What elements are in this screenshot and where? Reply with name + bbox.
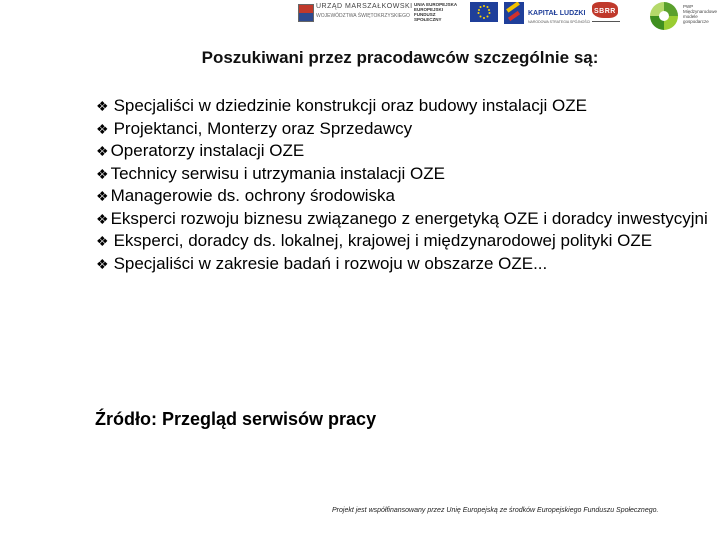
- list-item: [96, 163, 716, 186]
- kapital-ludzki-icon: [504, 2, 524, 24]
- page-title: Poszukiwani przez pracodawców szczególnie są:: [201, 48, 599, 67]
- logo-strip: [290, 0, 720, 34]
- kapital-ludzki-sub: NARODOWA STRATEGIA SPÓJNOŚCI: [528, 20, 591, 24]
- pwp-logo: [650, 2, 718, 36]
- kapital-ludzki-logo: [504, 2, 591, 32]
- list-item: [96, 230, 716, 253]
- diamond-bullet-icon: ❖: [96, 143, 109, 159]
- kapital-ludzki-name: KAPITAŁ LUDZKI: [528, 10, 586, 17]
- marshal-logo-line1: URZĄD MARSZAŁKOWSKI: [316, 3, 413, 10]
- diamond-bullet-icon: ❖: [96, 98, 109, 114]
- list-item-text: Projektanci, Monterzy oraz Sprzedawcy: [113, 118, 413, 138]
- coat-of-arms-icon: [298, 4, 314, 22]
- list-item: [96, 185, 716, 208]
- sbrr-logo-text: SBRR: [594, 8, 616, 15]
- list-item-text: Managerowie ds. ochrony środowiska: [110, 186, 395, 205]
- source-note: Źródło: Przegląd serwisów pracy: [95, 409, 377, 429]
- diamond-bullet-icon: ❖: [96, 188, 109, 204]
- marshal-logo-line2: WOJEWÓDZTWA ŚWIĘTOKRZYSKIEGO: [316, 13, 410, 19]
- list-item: [96, 140, 716, 163]
- list-item-text: Eksperci rozwoju biznesu związanego z energetyką OZE i doradcy inwestycyjni: [110, 208, 708, 228]
- list-item-text: Technicy serwisu i utrzymania instalacji OZE: [110, 163, 446, 183]
- list-item-text: Specjaliści w dziedzinie konstrukcji oraz budowy instalacji OZE: [113, 96, 587, 115]
- skills-list: [96, 95, 716, 275]
- eu-fund-logo: [414, 2, 462, 26]
- pwp-circle-icon: [650, 2, 678, 30]
- diamond-bullet-icon: ❖: [96, 255, 109, 272]
- diamond-bullet-icon: ❖: [96, 120, 109, 137]
- eu-fund-text: UNIA EUROPEJSKA EUROPEJSKI FUNDUSZ SPOŁECZNY: [414, 2, 458, 22]
- marshal-office-logo: [298, 2, 413, 22]
- eu-flag-icon: [470, 2, 498, 22]
- list-item: [96, 118, 716, 141]
- sbrr-logo: [592, 2, 622, 32]
- list-item: [96, 95, 716, 118]
- list-item: [96, 208, 716, 231]
- list-item-text: Operatorzy instalacji OZE: [110, 141, 305, 160]
- footer-note: Projekt jest współfinansowany przez Unię Europejską ze środków Europejskiego Funduszu Społecznego.: [332, 507, 659, 514]
- pwp-logo-text: PWP Międzynarodowe modele gospodarcze: [683, 4, 718, 24]
- diamond-bullet-icon: ❖: [96, 233, 109, 249]
- diamond-bullet-icon: ❖: [96, 165, 109, 182]
- list-item: [96, 253, 716, 276]
- diamond-bullet-icon: ❖: [96, 210, 109, 227]
- list-item-text: Eksperci, doradcy ds. lokalnej, krajowej i międzynarodowej polityki OZE: [113, 231, 653, 250]
- list-item-text: Specjaliści w zakresie badań i rozwoju w obszarze OZE...: [113, 253, 548, 273]
